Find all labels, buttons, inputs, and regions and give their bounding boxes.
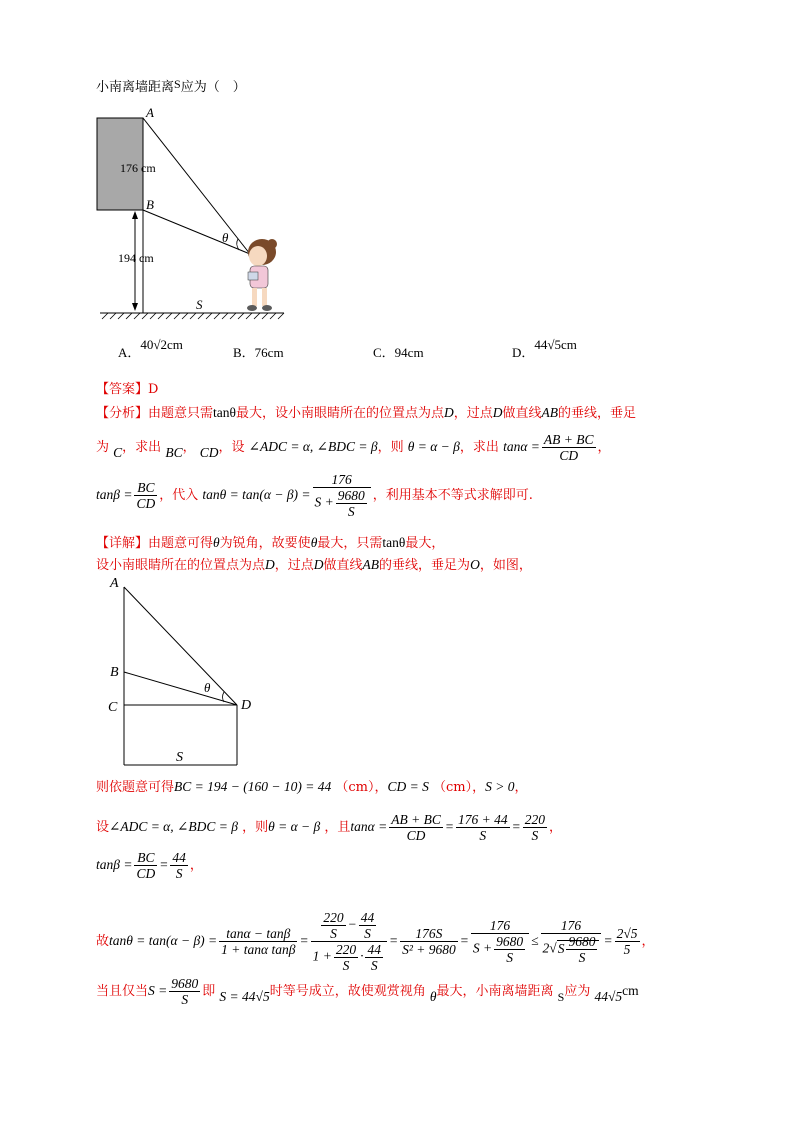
math-theta: θ [213,535,220,550]
frac-num: 44 [360,910,375,925]
option-b-letter: B． [233,345,255,360]
question-stem [96,78,246,97]
frac-2sqrt5 [615,926,640,957]
frac-den: S [342,958,350,973]
wall-figure [92,104,292,324]
frac-9680-s [169,976,200,1007]
frac-176S [400,926,458,957]
detail-text: 设 [96,820,110,835]
detail-text: 最大，小南离墙距离 [436,984,554,999]
frac-num: 2√5 [616,926,638,941]
frac-den: CD [136,496,156,511]
option-b[interactable] [233,342,284,361]
analysis-text: ，则 [377,440,404,455]
detail-text: 当且仅当 [96,984,149,999]
option-a[interactable] [118,337,183,361]
math-eq: = [159,857,169,872]
analysis-text: ，利用基本不等式求解即可. [372,488,533,503]
ground-hatch [102,313,284,319]
math-tan-alpha: tanα = [503,439,540,454]
math-s-eq: S = [148,983,168,998]
frac-num: 176 [313,472,371,488]
fig2-label-A: A [110,576,119,591]
fig2-label-D: D [241,698,252,713]
option-d[interactable] [512,337,577,361]
frac-num: BC [134,480,157,496]
math-eq: = [299,933,309,948]
math-bc-calc: BC = 194 − (160 − 10) = 44 [174,779,332,794]
frac-9680 [336,488,367,519]
detail-text: 时等号成立，故使观赏视角 [269,984,426,999]
detail-text: 由题意可得 [148,536,214,551]
analysis-text: 由题意只需 [148,406,214,421]
stem-text: 小南离墙距离 [96,80,175,95]
frac-den: S [578,950,586,965]
fig2-label-theta: θ [204,680,211,695]
frac-num: 220 [524,812,545,827]
frac-ab-bc-cd [542,432,596,463]
frac-compound: $\frac{220}{S}$ − $\frac{44}{S}$ 1 + $\frac{220}{S}$ · $\frac{44}{S}$ [311,910,387,973]
frac-den: S [175,866,183,881]
math-one-plus: 1 + [312,948,332,964]
fig1-dim-bottom: 194 cm [118,251,154,265]
fig1-dim-top: 176 cm [120,161,156,175]
frac-num: 9680 [496,934,524,949]
math-theta-eq: θ = α − β [407,439,460,454]
math-theta: θ [429,989,437,1004]
option-d-value: 44√5cm [534,337,577,352]
analysis-text: ，求出 [122,440,162,455]
math-angles: ∠ADC = α, ∠BDC = β [248,439,378,454]
math-cd-eq: CD = S [387,779,429,794]
detail-text: （cm）， [335,780,388,795]
math-theta: θ [310,535,318,550]
analysis-line-2: 为 C，求出 BC， CD，设 ∠ADC = α, ∠BDC = β，则 θ = α − β，求出 tanα = $\frac{AB + BC}{CD}$ ， [96,432,611,463]
math-angles: ∠ADC = α, ∠BDC = β [109,819,238,834]
math-tan-theta: tanθ [213,405,236,420]
analysis-text: ，过点 [453,406,493,421]
frac-num: tanα − tanβ [219,926,297,942]
girl-illustration [247,239,277,311]
math-eq: = [603,933,613,948]
math-AB: AB [362,557,380,572]
fig1-label-A: A [146,105,154,120]
frac-num: 176 [541,918,602,934]
math-eq: = [511,819,521,834]
frac-bc-cd [134,480,157,511]
detail-text: ，过点 [274,558,314,573]
detail-text: 即 [202,984,216,999]
detail-line-1 [96,534,444,553]
detail-text: 应为 [564,984,591,999]
detail-text: ，且 [324,820,351,835]
detail-line-2 [96,556,532,575]
frac-den: S² + 9680 [402,942,456,957]
analysis-label: 【分析】 [96,406,149,421]
detail-text: 的垂线，垂足为 [379,558,471,573]
analysis-text: ，代入 [159,488,199,503]
frac-den: S [181,992,189,1007]
detail-text: 最大，只需 [317,536,383,551]
detail-line-5: tanβ = $\frac{BC}{CD}$ = $\frac{44}{S}$ ， [96,850,203,881]
analysis-text: 为 [96,440,110,455]
segment-BD [124,672,237,705]
fig2-label-B: B [110,665,119,680]
math-BC: BC [165,445,183,460]
detail-line-6: 故tanθ = tan(α − β) = $\frac{\tan\alpha - \tan\beta}{\text{1 + tanα tanβ}}$ = $\frac{220}{S}$ − $\frac{44}{S}$ 1 + $\frac{220}{S}$ · $\frac{44}{S}$ = $\frac{176S}{\text{S² + 9680}}$ = 176 S + $\frac{9680}{S}$ ≤ 176 2√S $\frac{9680}{S}$ = $\frac{2√5}{5}$ ， [96,910,655,973]
math-two: 2 [542,940,550,956]
dim-arrow-bottom [132,303,138,311]
math-D: D [492,405,503,420]
math-S: S [557,990,565,1004]
fig1-label-B: B [146,197,154,212]
frac-den: 5 [623,942,631,957]
unit-cm: cm [622,983,639,998]
frac-176-44 [456,812,510,843]
sight-line-B [143,210,250,254]
detail-line-3: 则依题意可得BC = 194 − (160 − 10) = 44 （cm），CD = S （cm），S > 0， [96,779,528,795]
option-c-letter: C． [373,345,395,360]
segment-AD [124,587,237,705]
frac-num: 44 [367,942,381,957]
frac-num: 176 [471,918,529,934]
math-D: D [265,557,275,572]
frac-den: 1 + tanα tanβ [221,942,296,957]
detail-text: 故 [96,934,110,949]
frac-num: 176 + 44 [457,812,508,827]
math-D: D [444,405,454,420]
option-c-value: 94cm [394,345,424,360]
geometry-figure [100,575,270,770]
answer-line [96,381,158,399]
detail-text: 设小南眼睛所在的位置点为点 [96,558,266,573]
detail-text: ，如图， [479,558,532,573]
detail-text: 做直线 [323,558,363,573]
math-minus: − [347,916,357,932]
math-tan-beta: tanβ = [96,487,133,502]
frac-176 [313,472,371,519]
math-D: D [313,557,324,572]
math-leq: ≤ [531,933,539,948]
analysis-line-3 [96,472,533,519]
math-eq: = [444,819,454,834]
option-d-letter: D． [512,345,535,360]
answer-label: 【答案】 [96,382,149,397]
analysis-text: ，设 [218,440,245,455]
frac-den-text: S + [472,940,493,956]
detail-text: 最大， [405,536,445,551]
analysis-text: 做直线 [502,406,542,421]
detail-label: 【详解】 [96,536,149,551]
detail-line-4: 设∠ADC = α, ∠BDC = β ，则θ = α − β ，且tanα = $\frac{AB + BC}{CD}$ = $\frac{176 + 44}{S}$ = $\frac{220}{S}$ ， [96,812,562,843]
frac-den: S [370,958,378,973]
frac-num: 9680 [568,934,596,949]
math-theta-eq: θ = α − β [268,819,321,834]
math-s-val: S = 44√5 [219,989,270,1004]
sight-line-A [143,118,250,254]
stem-suffix: 应为（ ） [180,80,246,95]
answer-value: D [148,382,159,397]
frac-ab-bc-cd-2 [389,812,443,843]
frac-num: 9680 [337,488,365,503]
option-c[interactable] [373,342,424,361]
frac-den: S [347,504,355,519]
frac-num: 220 [335,942,357,957]
frac-num: AB + BC [391,812,441,827]
frac-num: 9680 [171,976,199,991]
math-tan-alpha: tanα = [350,819,388,834]
detail-text: ，则 [242,820,269,835]
analysis-text: ，求出 [459,440,499,455]
frac-den: CD [406,828,426,843]
detail-text: （cm）， [432,780,486,795]
frac-220 [523,812,547,843]
frac-den: S [479,828,487,843]
frac-den-text: S + [314,494,334,510]
math-C: C [113,445,123,460]
option-a-letter: A． [118,345,141,360]
frac-176-c: 176 2√S $\frac{9680}{S}$ [541,918,602,965]
math-44sqrt5: 44√5 [594,989,623,1004]
detail-text: 为锐角，故要使 [219,536,311,551]
analysis-text: 的垂线，垂足 [558,406,637,421]
frac-num: BC [134,850,157,866]
math-AB: AB [541,405,559,420]
math-tan-theta-eq: tanθ = tan(α − β) = [109,933,218,948]
math-tan-theta: tanθ [382,535,406,550]
frac-bc-cd-2 [134,850,157,881]
frac-176-b [471,918,529,965]
analysis-text: 最大，设小南眼睛所在的位置点为点 [236,406,445,421]
fig2-label-C: C [108,700,118,715]
fig1-label-theta: θ [222,230,229,245]
math-O: O [470,557,480,572]
detail-line-7 [96,976,639,1007]
frac-num: 176S [400,926,458,942]
frac-den: S [364,926,371,941]
dim-arrow-top [132,211,138,219]
frac-num: 44 [172,850,186,865]
math-S: S [557,940,565,956]
frac-den: CD [559,448,579,463]
frac-num: 220 [323,910,344,925]
option-b-value: 76cm [254,345,284,360]
frac-den: S [531,828,539,843]
frac-num: AB + BC [543,432,594,447]
math-eq: = [388,933,399,948]
analysis-line-1 [96,404,636,423]
math-CD: CD [199,445,219,460]
frac-tan-diff [219,926,297,957]
fig2-label-S: S [176,750,183,765]
math-eq: = [459,933,469,948]
math-tan-beta: tanβ = [96,857,133,872]
stem-var: S [174,77,181,91]
option-a-value: 40√2cm [140,337,183,352]
detail-text: 则依题意可得 [96,780,175,795]
fig1-label-S: S [196,297,203,312]
frac-den: S [330,926,337,941]
frac-44 [170,850,188,881]
math-tan-theta-eq: tanθ = tan(α − β) = [202,487,311,502]
frac-den: CD [136,866,156,881]
frac-den: S [506,950,513,965]
math-s-pos: S > 0 [485,779,515,794]
